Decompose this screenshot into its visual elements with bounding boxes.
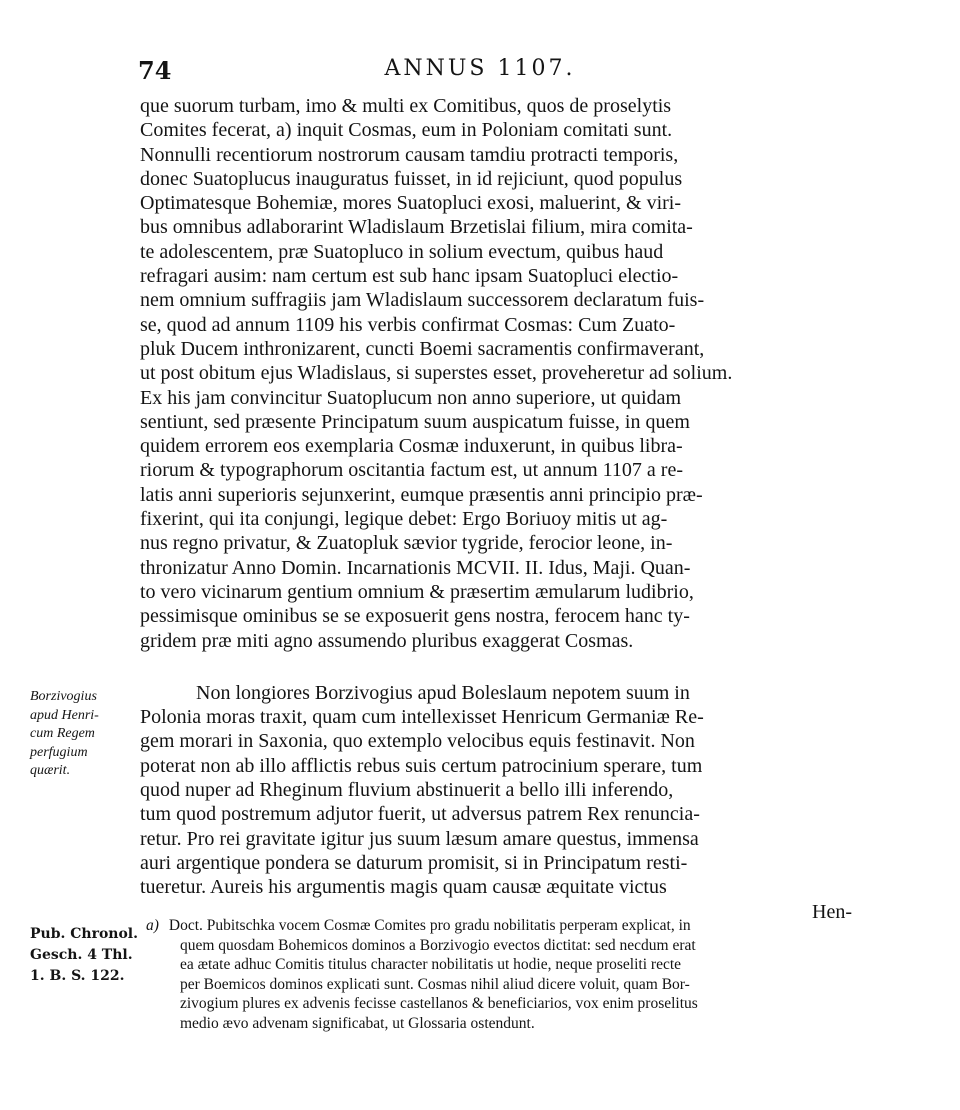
footnote-marker: a) [146,917,159,934]
text-line: quidem errorem eos exemplaria Cosmæ induxerunt, in quibus libra- [140,435,683,458]
text-line: to vero vicinarum gentium omnium & præsertim æmularum ludibrio, [140,580,694,603]
margin-note-line: apud Henri- [30,707,99,723]
text-line: te adolescentem, præ Suatopluco in solium evectum, quibus haud [140,240,664,263]
text-line: se, quod ad annum 1109 his verbis confirmat Cosmas: Cum Zuato- [140,313,676,336]
margin-note-line: Borzivogius [30,689,97,704]
text-line: gridem præ miti agno assumendo pluribus exaggerat Cosmas. [140,629,634,652]
text-line: nus regno privatur, & Zuatopluk sævior tygride, ferocior leone, in- [140,532,673,555]
text-line: pluk Ducem inthronizarent, cuncti Boemi sacramentis confirmaverant, [140,337,705,360]
footnote [146,916,860,1034]
text-line: ut post obitum ejus Wladislaus, si superstes esset, proveheretur ad solium. [140,362,733,385]
text-line: fixerint, qui ita conjungi, legique debet: Ergo Boriuoy mitis ut ag- [140,508,668,531]
text-line: quod nuper ad Rheginum fluvium abstinuerit a bello illi inferendo, [140,779,674,802]
text-line: Ex his jam convincitur Suatoplucum non anno superiore, ut quidam [140,386,682,409]
text-line: poterat non ab illo afflictis rebus suis certum patrocinium sperare, tum [140,754,703,777]
paragraph-1 [140,94,852,653]
main-text [140,94,852,924]
running-head: ANNUS 1107. [384,56,576,81]
reference-note-line: Pub. Chronol. [30,926,138,942]
margin-note-line: perfugium [30,744,88,760]
text-line: auri argentique pondera se daturum promisit, si in Principatum resti- [140,851,688,874]
footnote-text: Doct. Pubitschka vocem Cosmæ Comites pro gradu nobilitatis perperam explicat, in [168,917,691,934]
text-line: bus omnibus adlaborarint Wladislaum Brzetislai filium, mira comita- [140,216,693,239]
text-line: Optimatesque Bohemiæ, mores Suatopluci exosi, maluerint, & viri- [140,192,682,215]
margin-note-line: quærit. [30,763,71,778]
text-line: que suorum turbam, imo & multi ex Comitibus, quos de proselytis [140,95,672,117]
footnote-line: zivogium plures ex advenis fecisse castellanos & beneficiarios, vox enim proselitus [180,995,698,1013]
footnote-line: per Boemicos dominos explicati sunt. Cosmas nihil aliud dicere voluit, quam Bor- [180,975,690,993]
text-line: Non longiores Borzivogius apud Boleslaum nepotem suum in [196,681,690,704]
text-line: refragari ausim: nam certum est sub hanc ipsam Suatopluci electio- [140,265,679,288]
catchword: Hen- [812,900,852,923]
page-number: 74 [138,56,172,85]
reference-note [30,924,150,987]
text-line: gem morari in Saxonia, quo extemplo velocibus equis festinavit. Non [140,730,695,753]
text-line: tum quod postremum adjutor fuerit, ut adversus patrem Rex renuncia- [140,803,700,826]
text-line: tueretur. Aureis his argumentis magis quam causæ æquitate victus [140,876,667,899]
footnote-line [146,916,860,936]
paragraph-gap [140,653,852,681]
text-line: donec Suatoplucus inauguratus fuisset, in id rejiciunt, quod populus [140,167,683,190]
text-line: nem omnium suffragiis jam Wladislaum successorem declaratum fuis- [140,289,705,312]
margin-note-line: cum Regem [30,726,95,741]
text-line: Comites fecerat, a) inquit Cosmas, eum in Poloniam comitati sunt. [140,119,673,142]
text-line: retur. Pro rei gravitate igitur jus suum læsum amare questus, immensa [140,827,699,850]
paragraph-2 [140,681,852,924]
text-line: latis anni superioris sejunxerint, eumque præsentis anni principio præ- [140,483,703,506]
text-line: riorum & typographorum oscitantia factum est, ut annum 1107 a re- [140,459,684,482]
text-line: sentiunt, sed præsente Principatum suum auspicatum fuisse, in quem [140,410,690,433]
page-header [0,56,960,88]
text-line: Nonnulli recentiorum nostrorum causam tamdiu protracti temporis, [140,143,679,166]
text-line: Polonia moras traxit, quam cum intellexisset Henricum Germaniæ Re- [140,706,704,729]
footnote-line: ea ætate adhuc Comitis titulus character nobilitatis ut hodie, neque proseliti recte [180,956,682,974]
footnote-line: medio ævo advenam significabat, ut Glossaria ostendunt. [180,1014,535,1032]
reference-note-line: Gesch. 4 Thl. [30,947,133,963]
margin-note [30,688,140,781]
text-line: pessimisque ominibus se se exposuerit gens nostra, ferocem hanc ty- [140,605,690,628]
text-line: thronizatur Anno Domin. Incarnationis MCVII. II. Idus, Maji. Quan- [140,556,691,579]
footnote-line: quem quosdam Bohemicos dominos a Borzivogio evectos dictitat: sed necdum erat [180,936,696,954]
reference-note-line: 1. B. S. 122. [30,968,125,984]
